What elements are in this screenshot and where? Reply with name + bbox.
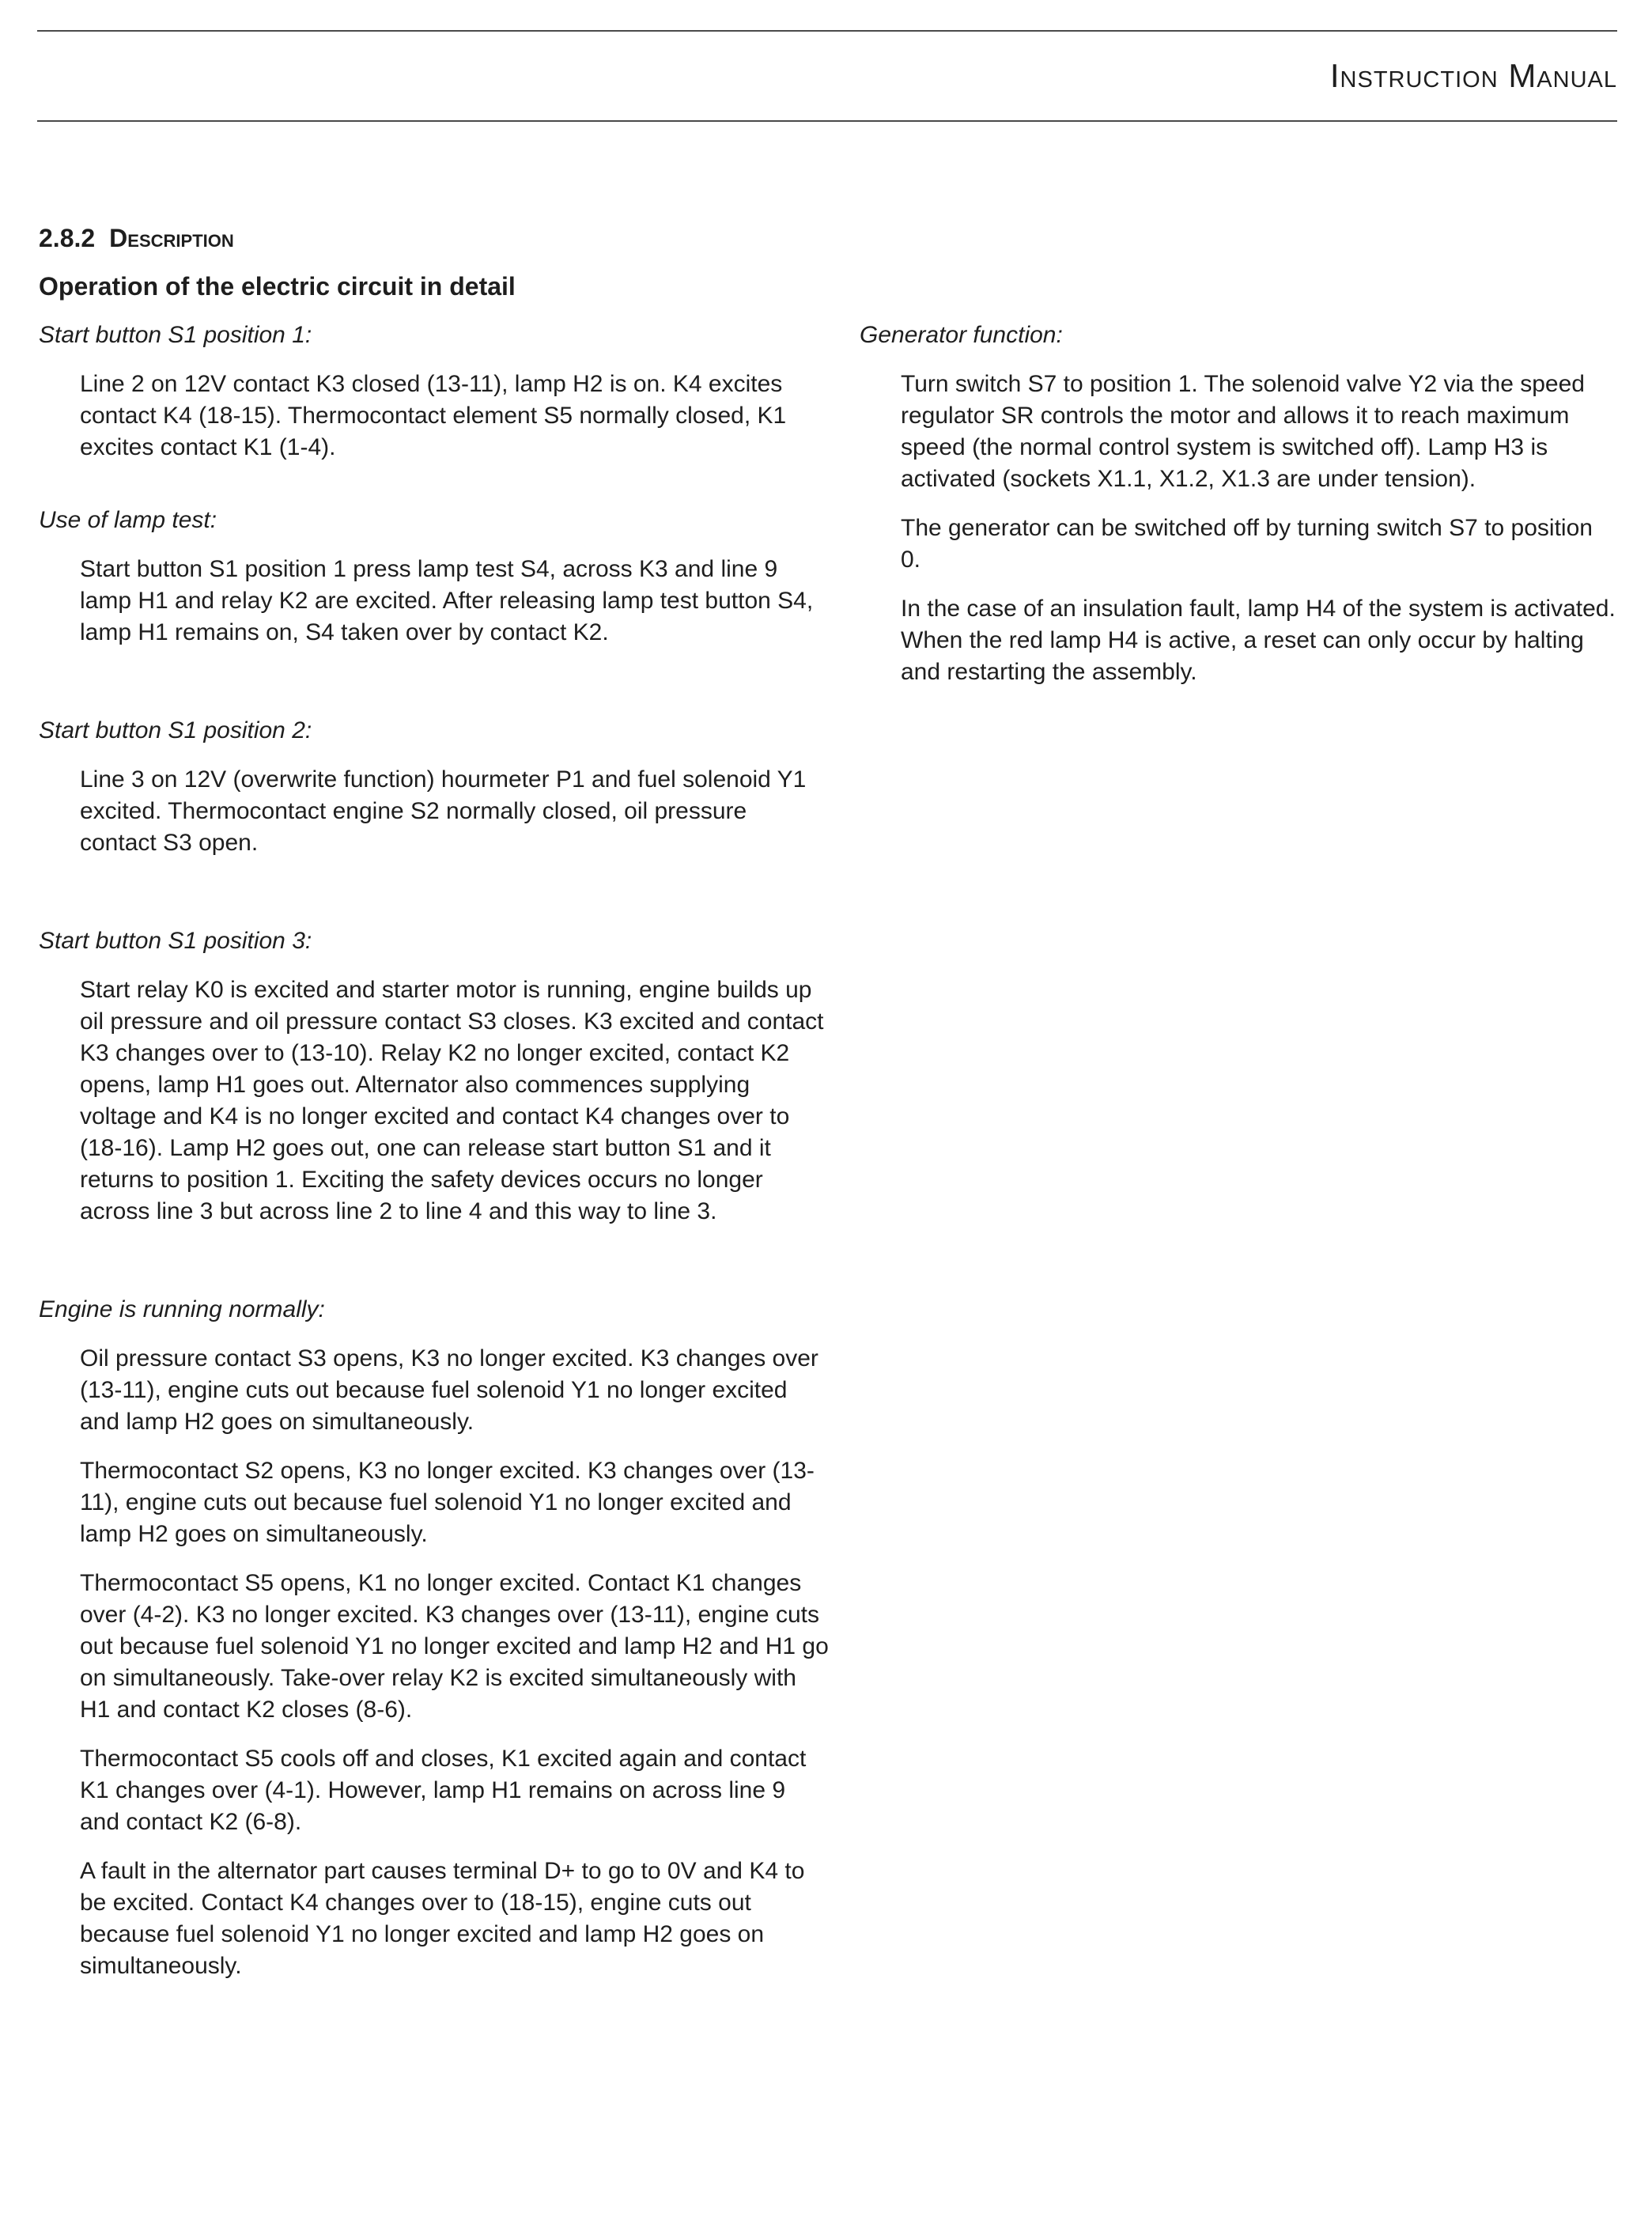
block-label: Generator function: xyxy=(860,322,1063,348)
manual-title: Instruction Manual xyxy=(1329,57,1617,94)
block-label: Start button S1 position 1: xyxy=(39,322,312,348)
lamp-test-block xyxy=(39,505,830,649)
section-title: Description xyxy=(109,224,234,252)
start-position-3-block xyxy=(39,925,830,1228)
generator-function-block xyxy=(860,320,1619,688)
paragraph: Thermocontact S5 cools off and closes, K1 excited again and contact K1 changes over (4-1). However, lamp H1 remains on across line 9 and contact K2 (6-8). xyxy=(80,1746,807,1835)
left-column xyxy=(39,320,830,2000)
start-position-2-block xyxy=(39,715,830,859)
section-number: 2.8.2 xyxy=(39,224,96,252)
paragraph: In the case of an insulation fault, lamp H4 of the system is activated. When the red lamp H4 is active, a reset can only occur by halting and restarting the assembly. xyxy=(901,596,1616,685)
block-label: Engine is running normally: xyxy=(39,1296,325,1322)
section-heading xyxy=(39,224,234,253)
paragraph: Start relay K0 is excited and starter motor is running, engine builds up oil pressure and oil pressure contact S3 closes. K3 excited and contact K3 changes over to (13-10). Relay K2 no longer excited, contact K2 opens, lamp H1 goes out. Alternator also commences supplying voltage and K4 is no longer excited and contact K4 changes over to (18-16). Lamp H2 goes out, one can release start button S1 and it returns to position 1. Exciting the safety devices occurs no longer across line 3 but across line 2 to line 4 and this way to line 3. xyxy=(80,977,824,1224)
paragraph: Thermocontact S5 opens, K1 no longer excited. Contact K1 changes over (4-2). K3 no longer excited. K3 changes over (13-11), engine cuts out because fuel solenoid Y1 no longer excited and lamp H2 and H1 go on simultaneously. Take-over relay K2 is excited simultaneously with H1 and contact K2 closes (8-6). xyxy=(80,1570,829,1723)
paragraph: Line 3 on 12V (overwrite function) hourmeter P1 and fuel solenoid Y1 excited. Thermocontact engine S2 normally closed, oil pressure contact S3 open. xyxy=(80,766,807,856)
paragraph: The generator can be switched off by turning switch S7 to position 0. xyxy=(901,515,1593,573)
paragraph: Start button S1 position 1 press lamp test S4, across K3 and line 9 lamp H1 and relay K2 are excited. After releasing lamp test button S4, lamp H1 remains on, S4 taken over by contact K2. xyxy=(80,556,814,645)
engine-running-block xyxy=(39,1294,830,1982)
paragraph: A fault in the alternator part causes terminal D+ to go to 0V and K4 to be excited. Contact K4 changes over to (18-15), engine cuts out because fuel solenoid Y1 no longer excited and lamp H2 goes on simultaneously. xyxy=(80,1858,805,1979)
paragraph: Turn switch S7 to position 1. The solenoid valve Y2 via the speed regulator SR controls the motor and allows it to reach maximum speed (the normal control system is switched off). Lamp H3 is activated (sockets X1.1, X1.2, X1.3 are under tension). xyxy=(901,371,1585,492)
paragraph: Oil pressure contact S3 opens, K3 no longer excited. K3 changes over (13-11), engine cuts out because fuel solenoid Y1 no longer excited and lamp H2 goes on simultaneously. xyxy=(80,1345,818,1435)
right-column xyxy=(860,320,1619,706)
block-label: Use of lamp test: xyxy=(39,507,217,533)
section-subtitle: Operation of the electric circuit in detail xyxy=(39,272,516,301)
start-position-1-block xyxy=(39,320,830,463)
header-bottom-rule xyxy=(37,120,1617,122)
paragraph: Line 2 on 12V contact K3 closed (13-11), lamp H2 is on. K4 excites contact K4 (18-15). Thermocontact element S5 normally closed, K1 excites contact K1 (1-4). xyxy=(80,371,787,460)
block-label: Start button S1 position 3: xyxy=(39,928,312,954)
block-label: Start button S1 position 2: xyxy=(39,717,312,743)
header-top-rule xyxy=(37,30,1617,32)
paragraph: Thermocontact S2 opens, K3 no longer excited. K3 changes over (13-11), engine cuts out because fuel solenoid Y1 no longer excited and lamp H2 goes on simultaneously. xyxy=(80,1458,815,1547)
